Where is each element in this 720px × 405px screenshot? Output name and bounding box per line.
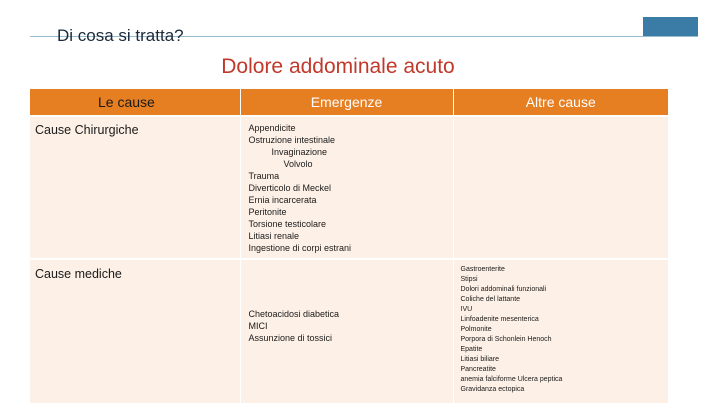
list-item: Trauma bbox=[248, 171, 280, 181]
list-item: Gastroenterite bbox=[460, 266, 505, 273]
row-label-cell bbox=[30, 116, 240, 259]
slide-title: Dolore addominale acuto bbox=[221, 55, 455, 78]
list-item: Chetoacidosi diabetica bbox=[248, 309, 340, 319]
list-item: MICI bbox=[248, 321, 268, 331]
list-item: Coliche del lattante bbox=[460, 296, 521, 303]
list-item: Assunzione di tossici bbox=[248, 333, 333, 343]
list-item: Torsione testicolare bbox=[248, 219, 327, 229]
list-item: Ernia incarcerata bbox=[248, 195, 317, 205]
row-label-cell bbox=[30, 259, 240, 403]
column-header-emergenze: Emergenze bbox=[240, 89, 453, 116]
list-item: Volvolo bbox=[283, 159, 313, 169]
column-header-altre-cause: Altre cause bbox=[453, 89, 668, 116]
list-item: Pancreatite bbox=[460, 366, 496, 373]
emergenze-list-chirurgiche bbox=[241, 117, 453, 258]
section-label: Di cosa si tratta? bbox=[57, 26, 184, 45]
table-row-mediche bbox=[30, 259, 668, 403]
table-header-row bbox=[30, 89, 668, 116]
emergenze-list-mediche bbox=[241, 260, 453, 344]
list-item: Linfoadenite mesenterica bbox=[460, 316, 539, 323]
list-item: IVU bbox=[460, 306, 473, 313]
list-item: Ostruzione intestinale bbox=[248, 135, 336, 145]
row-label-mediche: Cause mediche bbox=[35, 267, 122, 281]
list-item: Ingestione di corpi estrani bbox=[248, 243, 352, 253]
altre-cause-cell-mediche bbox=[453, 259, 668, 403]
list-item: Diverticolo di Meckel bbox=[248, 183, 332, 193]
list-item: Polmonite bbox=[460, 326, 492, 333]
list-item: Appendicite bbox=[248, 123, 296, 133]
list-item: Litiasi renale bbox=[248, 231, 300, 241]
list-item: Gravidanza ectopica bbox=[460, 386, 525, 393]
list-item: Litiasi biliare bbox=[460, 356, 500, 363]
table-row-chirurgiche bbox=[30, 116, 668, 259]
altre-cause-list-mediche bbox=[454, 260, 669, 395]
list-item: Dolori addominali funzionali bbox=[460, 286, 547, 293]
list-item: Porpora di Schonlein Henoch bbox=[460, 336, 552, 343]
altre-cause-cell-chirurgiche bbox=[453, 116, 668, 259]
emergenze-cell-chirurgiche bbox=[240, 116, 453, 259]
list-item: Invaginazione bbox=[271, 147, 328, 157]
causes-table bbox=[30, 89, 668, 403]
list-item: Stipsi bbox=[460, 276, 478, 283]
column-header-cause: Le cause bbox=[30, 89, 240, 116]
list-item: anemia falciforme Ulcera peptica bbox=[460, 376, 563, 383]
list-item: Epatite bbox=[460, 346, 483, 353]
row-label-chirurgiche: Cause Chirurgiche bbox=[35, 123, 139, 137]
emergenze-cell-mediche bbox=[240, 259, 453, 403]
list-item: Peritonite bbox=[248, 207, 287, 217]
corner-accent-bar bbox=[643, 17, 698, 36]
